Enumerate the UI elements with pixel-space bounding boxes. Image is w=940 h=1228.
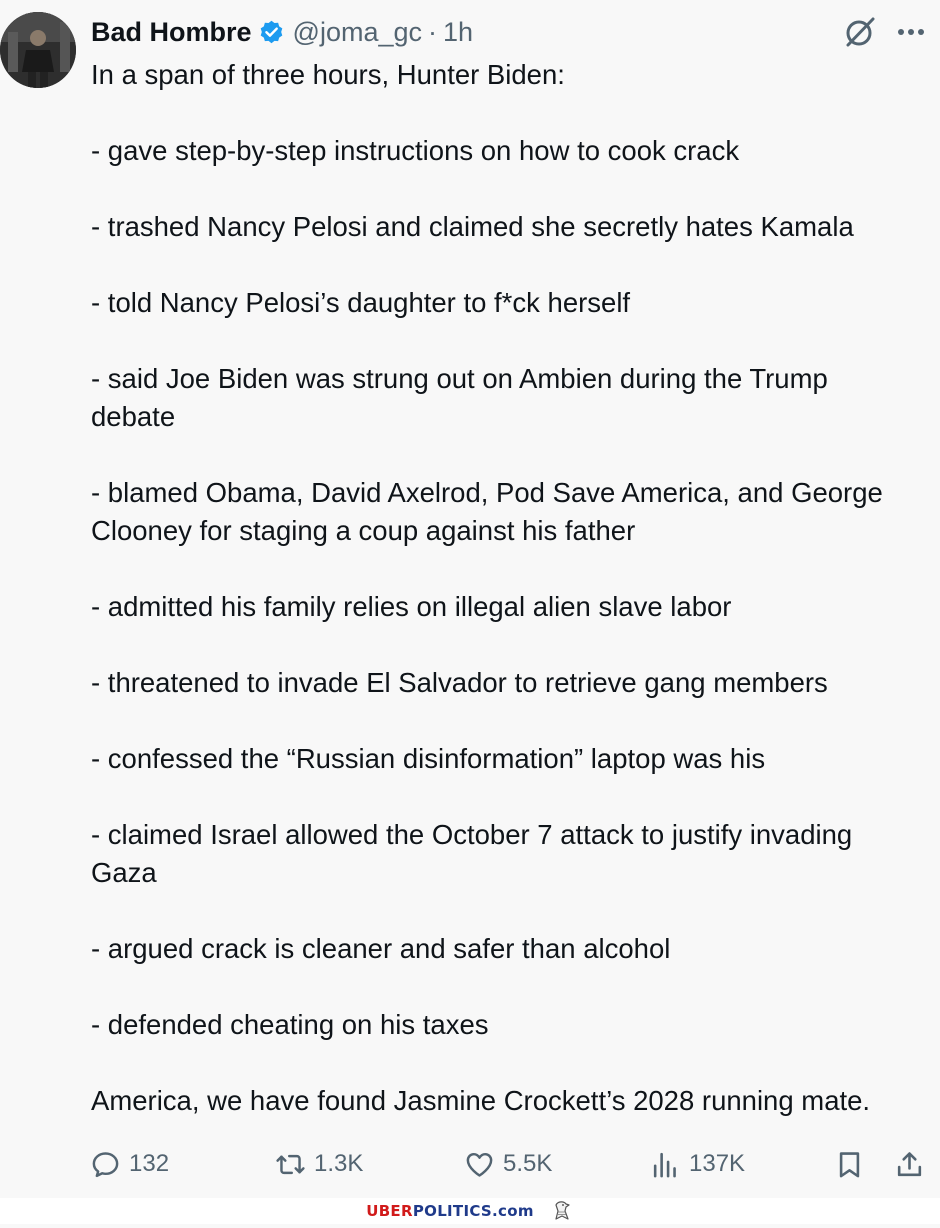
line-break <box>91 322 936 360</box>
author-display-name[interactable]: Bad Hombre <box>91 16 252 47</box>
line-break <box>91 702 936 740</box>
tweet-text-line: - argued crack is cleaner and safer than alcohol <box>91 933 671 964</box>
author-handle[interactable]: @joma_gc <box>292 16 422 47</box>
share-icon <box>894 1149 925 1180</box>
line-break <box>91 170 936 208</box>
tweet-text-line: - admitted his family relies on illegal alien slave labor <box>91 591 732 622</box>
views-button[interactable] <box>650 1142 745 1186</box>
line-break <box>91 436 936 474</box>
site-watermark: UBERPOLITICS.com <box>366 1202 534 1220</box>
eagle-logo-icon <box>550 1199 574 1223</box>
line-break <box>91 246 936 284</box>
more-options-icon[interactable] <box>893 14 929 50</box>
tweet-text-line: - told Nancy Pelosi’s daughter to f*ck herself <box>91 287 631 318</box>
tweet-text-line: - gave step-by-step instructions on how to cook crack <box>91 135 740 166</box>
view-count: 137K <box>689 1150 746 1177</box>
tweet-text-line: - blamed Obama, David Axelrod, Pod Save America, and George <box>91 477 883 508</box>
like-icon <box>464 1149 495 1180</box>
repost-button[interactable] <box>275 1142 363 1186</box>
avatar[interactable] <box>0 12 76 88</box>
line-break <box>91 778 936 816</box>
verified-badge-icon <box>258 19 285 46</box>
tweet-text-line: Gaza <box>91 857 157 888</box>
line-break <box>91 550 936 588</box>
like-count: 5.5K <box>503 1150 553 1177</box>
header-separator: · <box>428 16 437 47</box>
bookmark-icon <box>834 1149 865 1180</box>
tweet-text-line: debate <box>91 401 176 432</box>
tweet-actions <box>90 1142 935 1186</box>
tweet-text-line: - defended cheating on his taxes <box>91 1009 489 1040</box>
line-break <box>91 626 936 664</box>
tweet-text-line: Clooney for staging a coup against his father <box>91 515 636 546</box>
like-button[interactable] <box>464 1142 552 1186</box>
tweet-text-line: - said Joe Biden was strung out on Ambien during the Trump <box>91 363 828 394</box>
watermark-footer <box>0 1198 940 1224</box>
reply-icon <box>90 1149 121 1180</box>
reply-button[interactable] <box>90 1142 169 1186</box>
line-break <box>91 968 936 1006</box>
line-break <box>91 1044 936 1082</box>
tweet-header <box>91 14 473 50</box>
reply-count: 132 <box>129 1150 170 1177</box>
tweet-text-line: - confessed the “Russian disinformation” laptop was his <box>91 743 766 774</box>
share-button[interactable] <box>894 1142 933 1186</box>
line-break <box>91 94 936 132</box>
tweet-timestamp[interactable]: 1h <box>443 16 474 47</box>
tweet-text <box>91 56 936 1120</box>
grok-icon[interactable] <box>842 14 878 50</box>
repost-count: 1.3K <box>314 1150 364 1177</box>
bookmark-button[interactable] <box>834 1142 873 1186</box>
tweet-text-line: - trashed Nancy Pelosi and claimed she secretly hates Kamala <box>91 211 854 242</box>
tweet-text-line: - threatened to invade El Salvador to retrieve gang members <box>91 667 828 698</box>
views-icon <box>650 1149 681 1180</box>
repost-icon <box>275 1149 306 1180</box>
tweet-text-line: - claimed Israel allowed the October 7 attack to justify invading <box>91 819 853 850</box>
tweet-text-line: America, we have found Jasmine Crockett’s 2028 running mate. <box>91 1085 871 1116</box>
line-break <box>91 892 936 930</box>
tweet-text-line: In a span of three hours, Hunter Biden: <box>91 59 565 90</box>
